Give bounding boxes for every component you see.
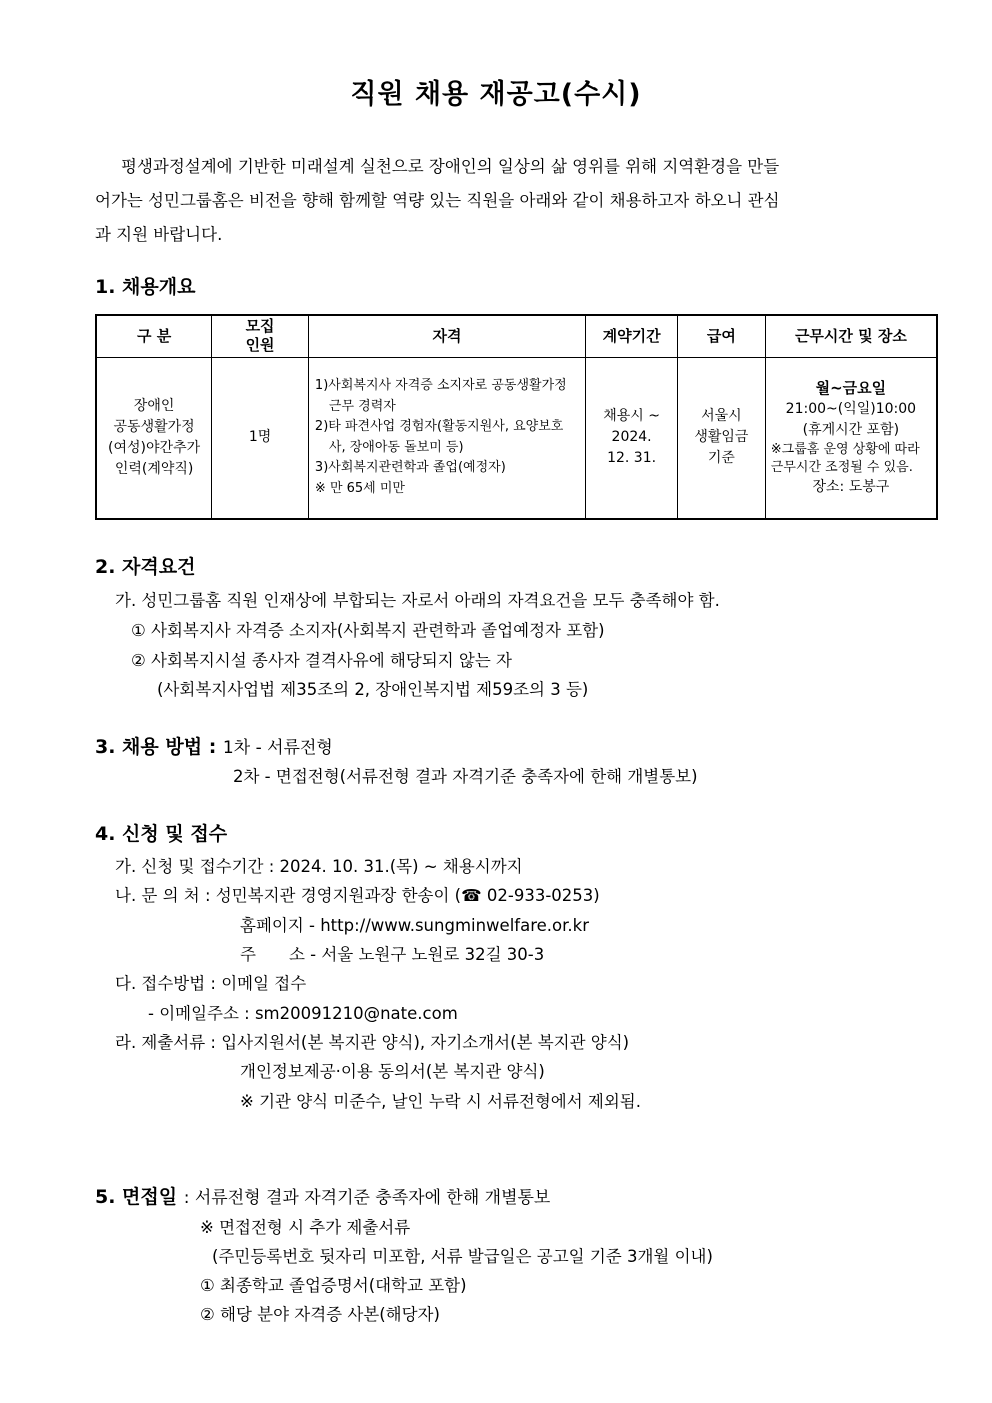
s4-homepage: 홈페이지 - http://www.sungminwelfare.or.kr (240, 916, 589, 935)
section-3-title: 3. 채용 방법 : (95, 736, 217, 758)
work-hours: 21:00~(익일)10:00 (785, 400, 917, 417)
section-3-heading (95, 732, 333, 759)
section-1-heading: 1. 채용개요 (95, 276, 196, 298)
s3-step1: 1차 - 서류전형 (222, 738, 333, 758)
table-row (96, 357, 937, 519)
s2-line: (사회복지사업법 제35조의 2, 장애인복지법 제59조의 3 등) (157, 680, 589, 699)
s4-method: 다. 접수방법 : 이메일 접수 (115, 974, 307, 993)
intro-paragraph (95, 150, 903, 252)
header-count (212, 315, 309, 357)
s5-line: ※ 면접전형 시 추가 제출서류 (200, 1218, 411, 1237)
overview-table (95, 314, 938, 520)
s5-line: ② 해당 분야 자격증 사본(해당자) (200, 1305, 440, 1324)
section-5-title: 5. 면접일 (95, 1186, 178, 1208)
intro-line: 어가는 성민그룹홈은 비전을 향해 함께할 역량 있는 직원을 아래와 같이 채용하고자 하오니 관심 (95, 191, 780, 210)
header-qualification: 자격 (308, 315, 585, 357)
header-count-text: 모집 인원 (245, 317, 275, 355)
header-category: 구 분 (96, 315, 212, 357)
cell-count: 1명 (212, 357, 309, 519)
section-2-heading: 2. 자격요건 (95, 556, 196, 578)
table-header-row (96, 315, 937, 357)
s2-line: 가. 성민그룹홈 직원 인재상에 부합되는 자로서 아래의 자격요건을 모두 충족해야 함. (115, 591, 720, 610)
s3-step2: 2차 - 면접전형(서류전형 결과 자격기준 충족자에 한해 개별통보) (233, 767, 698, 786)
s4-period: 가. 신청 및 접수기간 : 2024. 10. 31.(목) ~ 채용시까지 (115, 857, 523, 876)
s2-line: ② 사회복지시설 종사자 결격사유에 해당되지 않는 자 (131, 651, 512, 670)
intro-line: 과 지원 바랍니다. (95, 225, 223, 244)
cell-category: 장애인 공동생활가정 (여성)야간추가 인력(계약직) (96, 357, 212, 519)
s2-line: ① 사회복지사 자격증 소지자(사회복지 관련학과 졸업예정자 포함) (131, 621, 605, 640)
s4-docs: 개인정보제공·이용 동의서(본 복지관 양식) (240, 1062, 545, 1081)
qualification-item: 1)사회복지사 자격증 소지자로 공동생활가정 근무 경력자 (314, 378, 567, 414)
s4-docs-note: ※ 기관 양식 미준수, 날인 누락 시 서류전형에서 제외됨. (240, 1092, 641, 1111)
header-period: 계약기간 (586, 315, 678, 357)
header-salary: 급여 (678, 315, 766, 357)
s4-docs: 라. 제출서류 : 입사지원서(본 복지관 양식), 자기소개서(본 복지관 양식) (115, 1033, 630, 1052)
cell-salary: 서울시 생활임금 기준 (678, 357, 766, 519)
s5-line: (주민등록번호 뒷자리 미포함, 서류 발급일은 공고일 기준 3개월 이내) (212, 1247, 713, 1266)
section-5-heading (95, 1182, 550, 1209)
work-place: 장소: 도봉구 (812, 478, 890, 495)
header-work: 근무시간 및 장소 (765, 315, 937, 357)
section-4-heading: 4. 신청 및 접수 (95, 823, 228, 845)
work-days: 월~금요일 (815, 378, 887, 397)
cell-work (765, 357, 937, 519)
cell-period: 채용시 ~ 2024. 12. 31. (586, 357, 678, 519)
qualification-item: 3)사회복지관련학과 졸업(예정자) (314, 460, 506, 476)
qualification-item: ※ 만 65세 미만 (314, 480, 405, 496)
s4-address: 주 소 - 서울 노원구 노원로 32길 30-3 (240, 945, 545, 964)
page-title: 직원 채용 재공고(수시) (350, 79, 642, 110)
cell-qualifications (308, 357, 585, 519)
s5-line: ① 최종학교 졸업증명서(대학교 포함) (200, 1276, 467, 1295)
intro-line: 평생과정설계에 기반한 미래설계 실천으로 장애인의 일상의 삶 영위를 위해 지역환경을 만들 (121, 157, 780, 176)
work-break: (휴게시간 포함) (802, 421, 900, 438)
s4-contact: 나. 문 의 처 : 성민복지관 경영지원과장 한송이 (☎ 02-933-0253) (115, 886, 600, 905)
s4-email: - 이메일주소 : sm20091210@nate.com (148, 1004, 458, 1023)
qualification-item: 2)타 파견사업 경험자(활동지원사, 요양보호사, 장애아동 돌보미 등) (314, 419, 564, 455)
work-note: ※그룹홈 운영 상황에 따라 근무시간 조정될 수 있음. (770, 441, 920, 475)
s5-inline: : 서류전형 결과 자격기준 충족자에 한해 개별통보 (183, 1188, 551, 1208)
